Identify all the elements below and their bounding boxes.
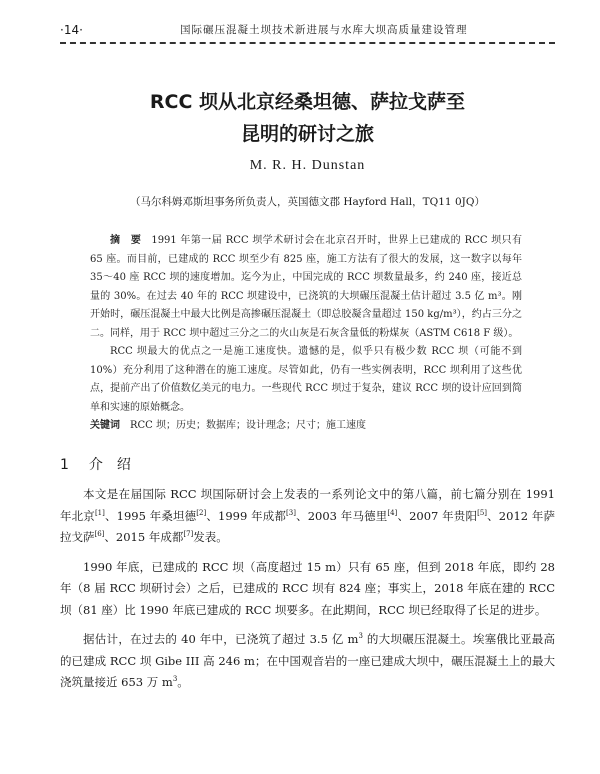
title-line-2: 昆明的研讨之旅: [240, 123, 374, 145]
body-text: [60, 484, 555, 702]
citation: [5]: [477, 508, 488, 517]
body-text-run: 、1995 年桑坦德: [104, 508, 197, 523]
body-text-run: 的大坝碾压混凝土。埃塞俄比亚最高的已建成 RCC 坝 Gibe III 高 246 m；在中国观音岩的一座已建成大坝中，碾压混凝土上的最大浇筑量接近 653 万 m: [60, 632, 555, 689]
citation: [4]: [387, 508, 398, 517]
body-text-run: 本文是在届国际 RCC 坝国际研讨会上发表的一系列论文中的第八篇，前七篇分别在 1991 年北京: [60, 487, 555, 523]
abstract-text-2: RCC 坝最大的优点之一是施工速度快。遗憾的是，似乎只有极少数 RCC 坝（可能不到 10%）充分利用了这种潜在的施工速度。尽管如此，仍有一些实例表明，RCC 坝利用了这些优点，提前产出了价值数亿美元的电力。一些现代 RCC 坝过于复杂，建议 RCC 坝的设计应回到简单和实速的原始概念。: [90, 346, 522, 413]
body-paragraph-1: [60, 484, 555, 549]
body-text-run: 。: [177, 675, 189, 689]
body-paragraph-3: [60, 629, 555, 694]
abstract-paragraph-1: [90, 232, 522, 343]
body-paragraph-2: 1990 年底，已建成的 RCC 坝（高度超过 15 m）只有 65 座，但到 2018 年底，即约 28 年（8 届 RCC 坝研讨会）之后，已建成的 RCC 坝有 824 座；事实上，2018 年底在建的 RCC 坝（81 座）比 1990 年底已建成的 RCC 坝要多。在此期间，RCC 坝已经取得了长足的进步。: [60, 559, 555, 617]
keywords-label: 关键词: [90, 420, 120, 431]
keywords-line: [90, 417, 522, 436]
running-header: [60, 22, 555, 44]
citation: [6]: [94, 530, 105, 539]
section-number: 1: [60, 457, 69, 473]
page-number: ·14·: [60, 23, 83, 37]
header-rule: [60, 42, 555, 44]
superscript: 3: [172, 675, 178, 684]
keywords-text: RCC 坝；历史；数据库；设计理念；尺寸；施工速度: [130, 420, 367, 431]
abstract-block: [90, 232, 522, 436]
author-affiliation: （马尔科姆邓斯坦事务所负责人，英国德文郡 Hayford Hall，TQ11 0JQ）: [130, 196, 485, 208]
body-text-run: 、2012 年萨拉戈萨: [60, 508, 556, 544]
citation: [2]: [196, 508, 207, 517]
body-text-run: 、1999 年成都: [206, 508, 287, 523]
citation: [3]: [286, 508, 296, 517]
body-text-run: 据估计，在过去的 40 年中，已浇筑了超过 3.5 亿 m: [83, 632, 359, 646]
body-text-run: 发表。: [193, 530, 228, 544]
paper-title: [60, 86, 555, 150]
journal-title: 国际碾压混凝土坝技术新进展与水库大坝高质量建设管理: [180, 24, 468, 36]
abstract-label: 摘 要: [110, 235, 142, 246]
abstract-paragraph-2: [90, 343, 522, 417]
citation: [7]: [183, 530, 194, 539]
body-text-run: 、2007 年贵阳: [397, 508, 478, 523]
abstract-text-1: 1991 年第一届 RCC 坝学术研讨会在北京召开时，世界上已建成的 RCC 坝只有 65 座。而目前，已建成的 RCC 坝至少有 825 座，施工方法有了很大的发展，这一数字以每年 35～40 座 RCC 坝的速度增加。迄今为止，中国完成的 RCC 坝数量最多，约 240 座，接近总量的 30%。在过去 40 年的 RCC 坝建设中，已浇筑的大坝碾压混凝土估计超过 3.5 亿 m³。刚开始时，碾压混凝土中最大比例是高掺碾压混凝土（即总胶凝含量超过 150 kg/m³），约占三分之二。同样，用于 RCC 坝中超过三分之二的火山灰是石灰含量低的粉煤灰（ASTM C618 F 级）。: [90, 235, 522, 339]
superscript: 3: [358, 632, 363, 641]
title-line-1: RCC 坝从北京经桑坦德、萨拉戈萨至: [149, 91, 466, 113]
section-heading: [60, 454, 131, 474]
author-name: M. R. H. Dunstan: [249, 158, 366, 173]
body-text-run: 、2015 年成都: [104, 530, 184, 544]
body-text-run: 、2003 年马德里: [295, 508, 388, 523]
section-title: 介 绍: [88, 457, 131, 473]
citation: [1]: [94, 508, 105, 517]
